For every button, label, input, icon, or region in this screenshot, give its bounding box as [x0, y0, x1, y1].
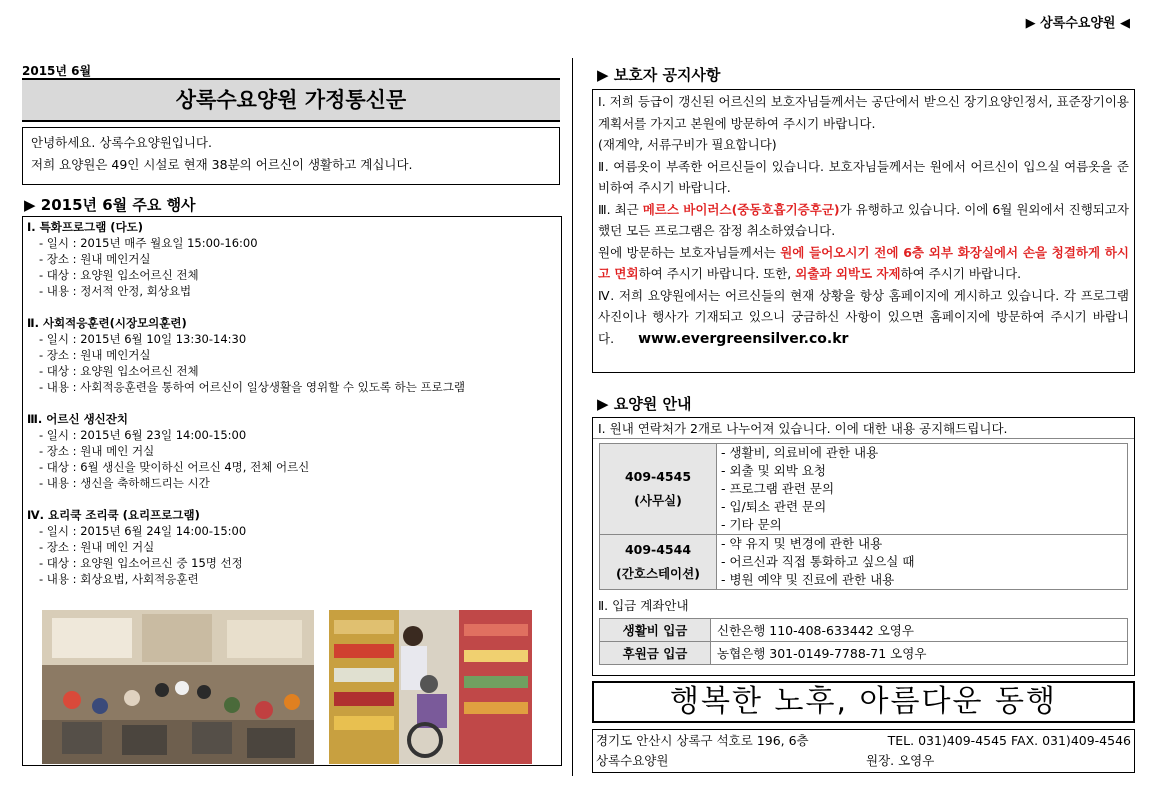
event-title: Ⅰ. 특화프로그램 (다도) [27, 220, 144, 234]
phone-items [717, 535, 1128, 590]
list-item: - 외출 및 외박 요청 [721, 463, 826, 478]
activity-room-photo [42, 610, 314, 764]
event-detail: - 일시 : 2015년 6월 24일 14:00-15:00 [39, 524, 247, 538]
notice-item-2: Ⅱ. 여름옷이 부족한 어르신들이 있습니다. 보호자님들께서는 원에서 어르신이 입으실 여름옷을 준비하여 주시기 바랍니다. [598, 158, 1129, 195]
slogan-banner: 행복한 노후, 아름다운 동행 [592, 681, 1135, 723]
event-item [27, 315, 557, 395]
account-value: 농협은행 301-0149-7788-71 오영우 [711, 642, 1128, 665]
phone-items [717, 444, 1128, 535]
page-title: 상록수요양원 가정통신문 [22, 78, 560, 122]
event-detail: - 내용 : 정서적 안정, 회상요법 [39, 284, 192, 298]
event-detail: - 내용 : 생신을 축하해드리는 시간 [39, 476, 210, 490]
event-detail: - 대상 : 요양원 입소어르신 중 15명 선정 [39, 556, 243, 570]
notice-highlight: 외출과 외박도 자제 [795, 266, 901, 281]
notice-text: 가 유행하고 있습니다. 이에 6월 원외에서 진행되고자 했던 모든 프로그램은 잠정 취소하였습니다. [598, 201, 1129, 238]
notice-heading: ▶ 보호자 공지사항 [597, 66, 721, 84]
event-item [27, 219, 557, 299]
table-row [600, 535, 1128, 590]
table-row [600, 642, 1128, 665]
events-heading: ▶ 2015년 6월 주요 행사 [24, 196, 196, 214]
phone-dept: (사무실) [634, 493, 682, 508]
list-item: - 기타 문의 [721, 517, 782, 532]
footer-director: 원장. 오영우 [866, 753, 935, 768]
footer-org-name: 상록수요양원 [596, 753, 669, 768]
notice-highlight: 원에 들어오시기 전에 6층 외부 화장실에서 손을 청결하게 하시고 면회 [598, 244, 1129, 281]
event-item [27, 507, 557, 587]
notice-text: 하여 주시기 바랍니다. [900, 266, 1022, 281]
notice-text: 하여 주시기 바랍니다. 또한, [638, 266, 796, 281]
homepage-link[interactable]: www.evergreensilver.co.kr [638, 330, 849, 347]
phone-number: 409-4545 [624, 469, 692, 484]
notice-highlight: 메르스 바이러스(중동호흡기증후군) [642, 201, 840, 217]
account-value: 신한은행 110-408-633442 오영우 [711, 619, 1128, 642]
account-table [599, 618, 1128, 665]
greeting-line: 안녕하세요. 상록수요양원입니다. [31, 135, 212, 150]
event-detail: - 장소 : 원내 메인 거실 [39, 444, 155, 458]
account-title: Ⅱ. 입금 계좌안내 [598, 598, 689, 613]
table-row [600, 444, 1128, 535]
list-item: - 병원 예약 및 진료에 관한 내용 [721, 572, 895, 587]
event-detail: - 내용 : 사회적응훈련을 통하여 어르신이 일상생활을 영위할 수 있도록 하는 프로그램 [39, 380, 465, 394]
phone-cell [600, 444, 717, 535]
notice-text: Ⅳ. 저희 요양원에서는 어르신들의 현재 상황을 항상 홈페이지에 게시하고 있습니다. 각 프로그램 사진이나 행사가 기재되고 있으니 궁금하신 사항이 있으면 홈페이지에 방문하여 주시기 바랍니다. [598, 287, 1129, 346]
phone-number: 409-4544 [624, 542, 692, 557]
column-divider [572, 58, 573, 776]
event-detail: - 일시 : 2015년 6월 10일 13:30-14:30 [39, 332, 247, 346]
notice-box [592, 89, 1135, 373]
list-item: - 프로그램 관련 문의 [721, 481, 835, 496]
phone-dept: (간호스테이션) [616, 566, 700, 581]
event-detail: - 대상 : 요양원 입소어르신 전체 [39, 364, 199, 378]
list-item: - 약 유지 및 변경에 관한 내용 [721, 536, 883, 551]
event-detail: - 장소 : 원내 메인 거실 [39, 540, 155, 554]
notice-item-1-note: (재계약, 서류구비가 필요합니다) [598, 137, 777, 152]
greeting-line: 저희 요양원은 49인 시설로 현재 38분의 어르신이 생활하고 계십니다. [31, 157, 413, 172]
list-item: - 생활비, 의료비에 관한 내용 [721, 445, 879, 460]
event-detail: - 장소 : 원내 메인거실 [39, 348, 151, 362]
issue-date: 2015년 6월 [22, 64, 92, 78]
market-photo [329, 610, 532, 764]
event-title: Ⅱ. 사회적응훈련(시장모의훈련) [27, 316, 187, 330]
event-title: Ⅳ. 요리쿡 조리쿡 (요리프로그램) [27, 508, 200, 522]
list-item: - 입/퇴소 관련 문의 [721, 499, 827, 514]
list-item: - 어르신과 직접 통화하고 싶으실 때 [721, 554, 915, 569]
notice-text: Ⅲ. 최근 [598, 201, 643, 217]
header-org-name: ▶ 상록수요양원 ◀ [1025, 16, 1130, 31]
footer-row [596, 751, 1131, 771]
info-heading: ▶ 요양원 안내 [597, 395, 692, 413]
phone-table [599, 443, 1128, 590]
event-detail: - 일시 : 2015년 6월 23일 14:00-15:00 [39, 428, 247, 442]
event-detail: - 내용 : 회상요법, 사회적응훈련 [39, 572, 199, 586]
account-label: 생활비 입금 [600, 619, 711, 642]
greeting-box [22, 127, 560, 185]
footer-box [592, 729, 1135, 773]
event-title: Ⅲ. 어르신 생신잔치 [27, 412, 129, 426]
account-label: 후원금 입금 [600, 642, 711, 665]
notice-item-3 [598, 199, 1129, 285]
phone-cell [600, 535, 717, 590]
table-row [600, 619, 1128, 642]
footer-row [596, 731, 1131, 751]
notice-item-1: Ⅰ. 저희 등급이 갱신된 어르신의 보호자님들께서는 공단에서 받으신 장기요양인정서, 표준장기이용계획서를 가지고 본원에 방문하여 주시기 바랍니다. [598, 94, 1129, 131]
event-detail: - 대상 : 6월 생신을 맞이하신 어르신 4명, 전체 어르신 [39, 460, 310, 474]
event-detail: - 대상 : 요양원 입소어르신 전체 [39, 268, 199, 282]
notice-text: 원에 방문하는 보호자님들께서는 [598, 244, 781, 260]
info-intro: Ⅰ. 원내 연락처가 2개로 나누어져 있습니다. 이에 대한 내용 공지해드립니다. [593, 418, 1134, 439]
event-detail: - 장소 : 원내 메인거실 [39, 252, 151, 266]
event-item [27, 411, 557, 491]
notice-item-4 [598, 285, 1129, 351]
footer-contact: TEL. 031)409-4545 FAX. 031)409-4546 [887, 733, 1131, 748]
event-detail: - 일시 : 2015년 매주 월요일 15:00-16:00 [39, 236, 258, 250]
footer-address: 경기도 안산시 상록구 석호로 196, 6층 [596, 733, 809, 748]
info-box [592, 417, 1135, 676]
